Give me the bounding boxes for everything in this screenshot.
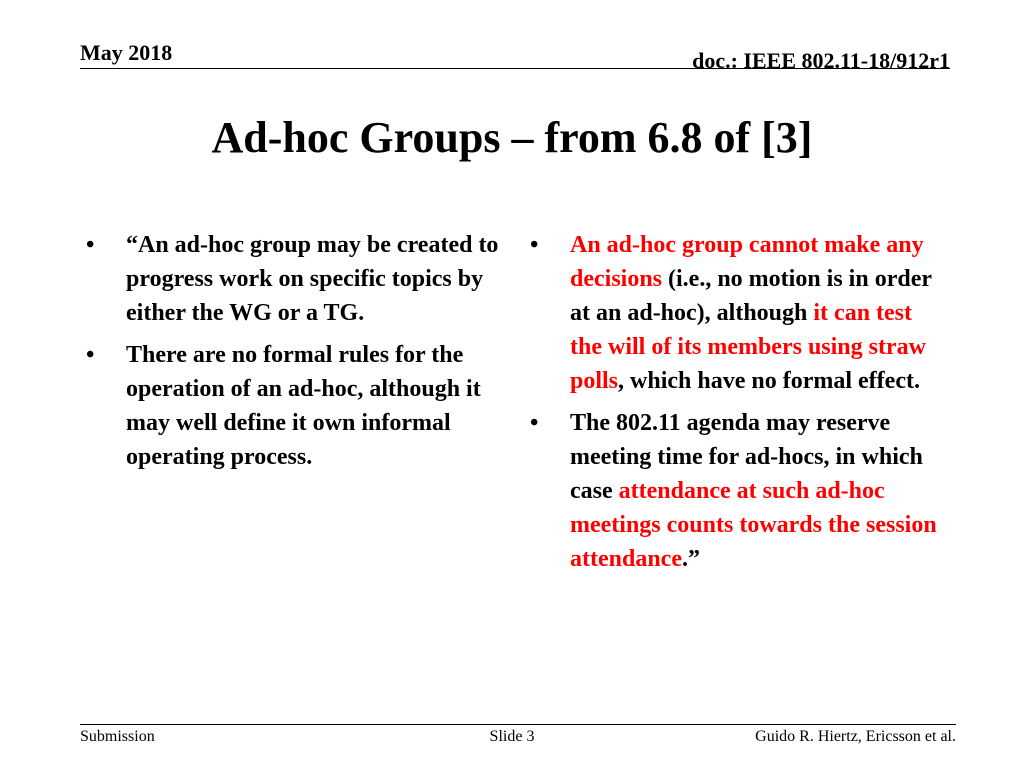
footer-submission: Submission [80,728,155,745]
bullet-glyph: • [86,342,95,368]
header-doc-id: doc.: IEEE 802.11-18/912r1 [692,48,950,73]
right-bullet-1-highlight-2: it can test the will of its members using straw polls [570,300,926,394]
right-bullet-1-text-1: (i.e., no motion is in order at an ad-hoc), although [570,266,932,326]
right-bullet-2-text-2: .” [681,546,700,572]
left-bullet-2-text: There are no formal rules for the operation of an ad-hoc, although it may well define it own informal operating process. [126,342,481,470]
footer-slide-number: Slide 3 [489,728,535,745]
right-bullet-2-highlight: attendance at such ad-hoc meetings counts towards the session attendance [570,478,937,572]
left-bullet-1-text: “An ad-hoc group may be created to progress work on specific topics by either the WG or a TG. [126,232,499,326]
bullet-glyph: • [530,232,539,258]
header-divider [80,68,950,69]
right-bullet-1-highlight-1: An ad-hoc group cannot make any decisions [570,232,924,292]
footer-author: Guido R. Hiertz, Ericsson et al. [755,728,956,745]
header-date: May 2018 [80,40,173,65]
bullet-glyph: • [530,410,539,436]
right-bullet-list [524,228,944,576]
left-column [80,228,500,482]
slide-title: Ad-hoc Groups – from 6.8 of [3] [211,113,813,162]
right-bullet-1 [524,228,944,398]
right-bullet-2-text-1: The 802.11 agenda may reserve meeting time for ad-hocs, in which case [570,410,923,504]
left-bullet-1 [80,228,500,330]
bullet-glyph: • [86,232,95,258]
right-bullet-2 [524,406,944,576]
left-bullet-2 [80,338,500,474]
footer-divider [80,724,956,725]
right-column [524,228,944,584]
right-bullet-1-text-2: , which have no formal effect. [618,368,920,394]
left-bullet-list [80,228,500,474]
